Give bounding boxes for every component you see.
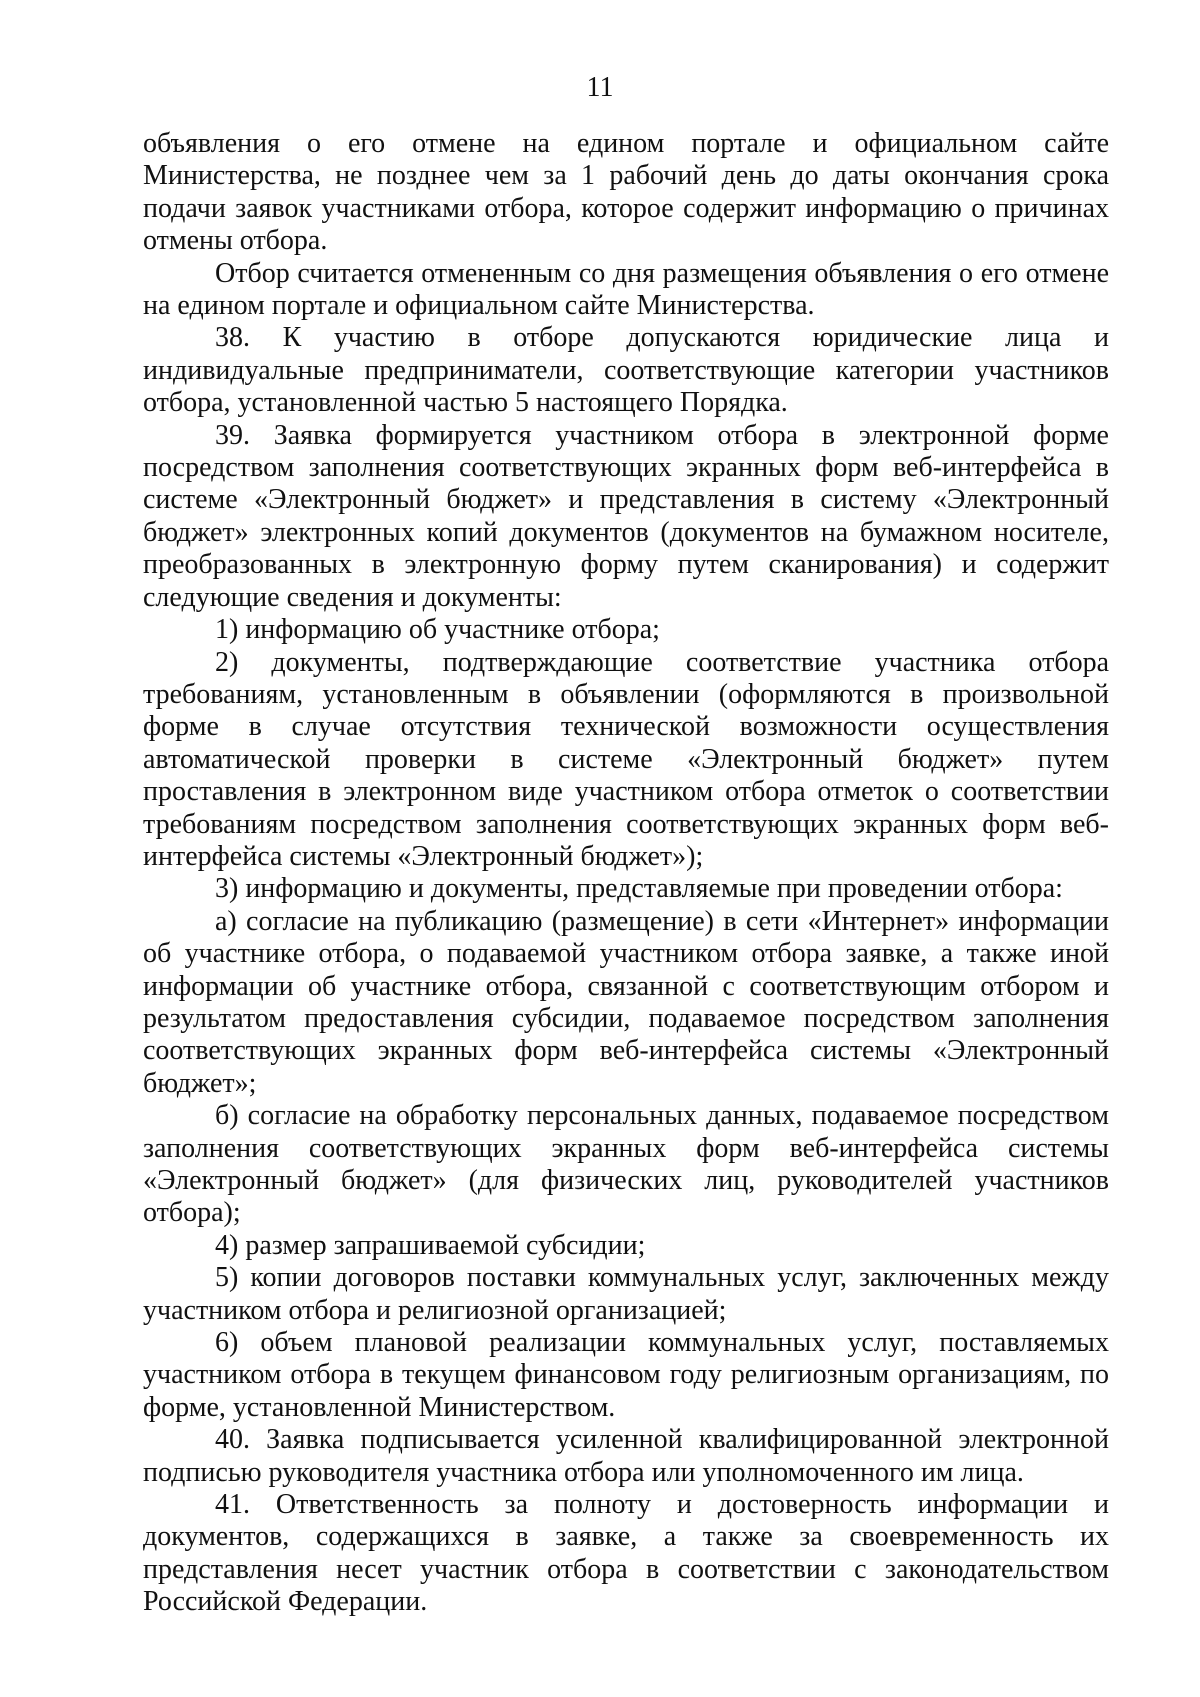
paragraph-continuation: объявления о его отмене на едином портале и официальном сайте Министерства, не позднее чем за 1 рабочий день до даты окончания срока подачи заявок участниками отбора, которое содержит информацию о причинах отмены отбора. — [143, 128, 1109, 257]
paragraph-39: 39. Заявка формируется участником отбора в электронной форме посредством заполнения соответствующих экранных форм веб-интерфейса в системе «Электронный бюджет» и представления в систему «Электронный бюджет» электронных копий документов (документов на бумажном носителе, преобразованных в электронную форму путем сканирования) и содержит следующие сведения и документы: — [143, 419, 1109, 613]
list-item-2: 2) документы, подтверждающие соответствие участника отбора требованиям, установленным в объявлении (оформляются в произвольной форме в случае отсутствия технической возможности осуществления автоматической проверки в системе «Электронный бюджет» путем проставления в электронном виде участником отбора отметок о соответствии требованиям посредством заполнения соответствующих экранных форм веб-интерфейса системы «Электронный бюджет»); — [143, 646, 1109, 872]
list-item-3a: а) согласие на публикацию (размещение) в сети «Интернет» информации об участнике отбора, о подаваемой участником отбора заявке, а также иной информации об участнике отбора, связанной с соответствующим отбором и результатом предоставления субсидии, подаваемое посредством заполнения соответствующих экранных форм веб-интерфейса системы «Электронный бюджет»; — [143, 905, 1109, 1099]
list-item-3b: б) согласие на обработку персональных данных, подаваемое посредством заполнения соответствующих экранных форм веб-интерфейса системы «Электронный бюджет» (для физических лиц, руководителей участников отбора); — [143, 1100, 1109, 1229]
paragraph-41: 41. Ответственность за полноту и достоверность информации и документов, содержащихся в заявке, а также за своевременность их представления несет участник отбора в соответствии с законодательством Российской Федерации. — [143, 1489, 1109, 1618]
paragraph-40: 40. Заявка подписывается усиленной квалифицированной электронной подписью руководителя участника отбора или уполномоченного им лица. — [143, 1424, 1109, 1488]
list-item-3: 3) информацию и документы, представляемые при проведении отбора: — [215, 873, 1063, 905]
paragraph-38: 38. К участию в отборе допускаются юридические лица и индивидуальные предприниматели, соответствующие категории участников отбора, установленной частью 5 настоящего Порядка. — [143, 322, 1109, 419]
list-item-5: 5) копии договоров поставки коммунальных услуг, заключенных между участником отбора и религиозной организацией; — [143, 1262, 1109, 1326]
list-item-4: 4) размер запрашиваемой субсидии; — [215, 1229, 646, 1261]
paragraph-selection-cancelled: Отбор считается отмененным со дня размещения объявления о его отмене на едином портале и официальном сайте Министерства. — [143, 257, 1109, 322]
document-body — [143, 128, 1109, 1619]
page-number: 11 — [586, 72, 614, 103]
list-item-1: 1) информацию об участнике отбора; — [215, 614, 660, 646]
list-item-6: 6) объем плановой реализации коммунальных услуг, поставляемых участником отбора в текущем финансовом году религиозным организациям, по форме, установленной Министерством. — [143, 1327, 1109, 1423]
